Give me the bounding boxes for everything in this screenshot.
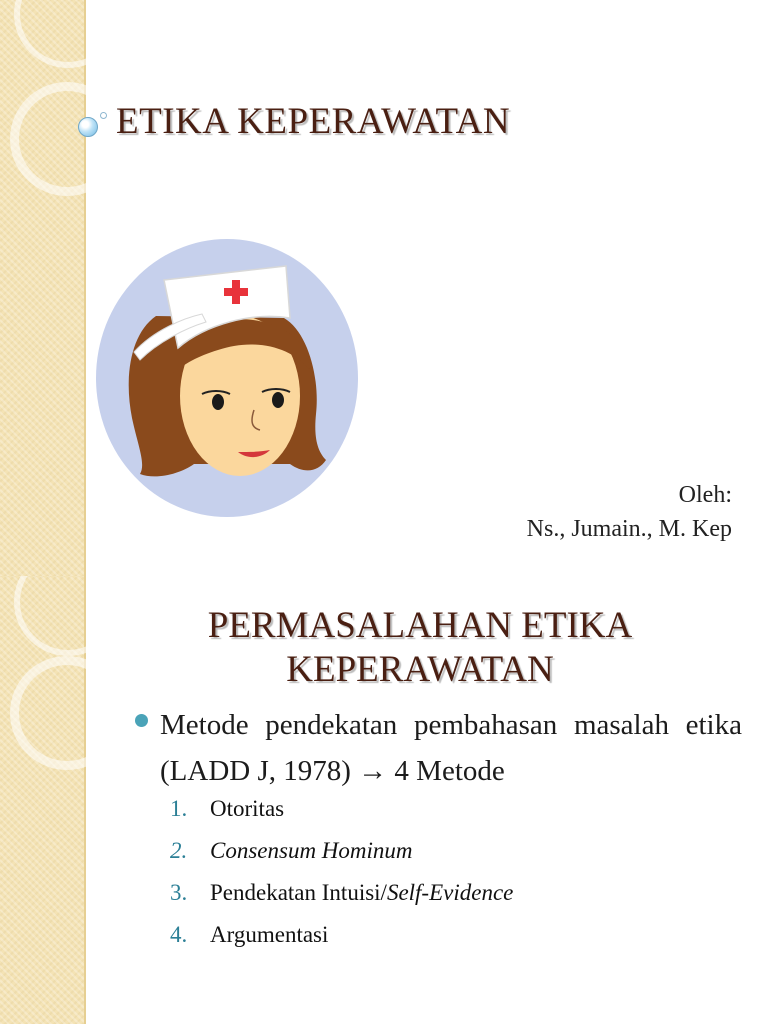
- red-cross-icon: [224, 288, 248, 296]
- title-line-1: PERMASALAHAN ETIKA: [207, 605, 633, 646]
- bubble-icon-small: [100, 112, 107, 119]
- author-block: [527, 478, 732, 546]
- eye-left: [212, 394, 224, 410]
- list-item: [170, 788, 513, 830]
- bubble-icon: [78, 117, 98, 137]
- ring-decoration: [14, 0, 122, 68]
- decorative-strip: [0, 576, 86, 1024]
- slide-2: [0, 576, 768, 1024]
- list-number: 4.: [170, 922, 188, 947]
- list-item-text: Consensum Hominum: [210, 838, 413, 863]
- arrow-icon: →: [358, 755, 388, 787]
- list-number: 2.: [170, 838, 188, 863]
- list-item: [170, 830, 513, 872]
- bullet-part-1: Metode pendekatan pembahasan masalah etika (LADD J, 1978): [160, 709, 742, 787]
- list-item-text: Otoritas: [210, 796, 285, 821]
- list-number: 3.: [170, 880, 188, 905]
- slide-title: ETIKA KEPERAWATAN: [116, 101, 511, 142]
- author-name: Ns., Jumain., M. Kep: [526, 516, 732, 542]
- list-item: [170, 914, 513, 956]
- method-list: [170, 788, 513, 956]
- list-item-text: Argumentasi: [210, 922, 329, 947]
- author-label: Oleh:: [678, 482, 732, 508]
- list-item-extra: Self-Evidence: [386, 880, 514, 905]
- title-line-2: KEPERAWATAN: [286, 649, 554, 690]
- list-number: 1.: [170, 796, 188, 821]
- bullet-icon: [135, 714, 148, 727]
- nurse-illustration: [94, 238, 360, 518]
- list-item: [170, 872, 513, 914]
- bullet-part-2: 4 Metode: [387, 755, 505, 787]
- slide-title: [100, 604, 740, 692]
- list-item-text: Pendekatan Intuisi/: [210, 880, 387, 905]
- decorative-strip: [0, 0, 86, 576]
- bullet-text: [160, 702, 742, 794]
- eye-right: [272, 392, 284, 408]
- ring-decoration: [10, 82, 124, 196]
